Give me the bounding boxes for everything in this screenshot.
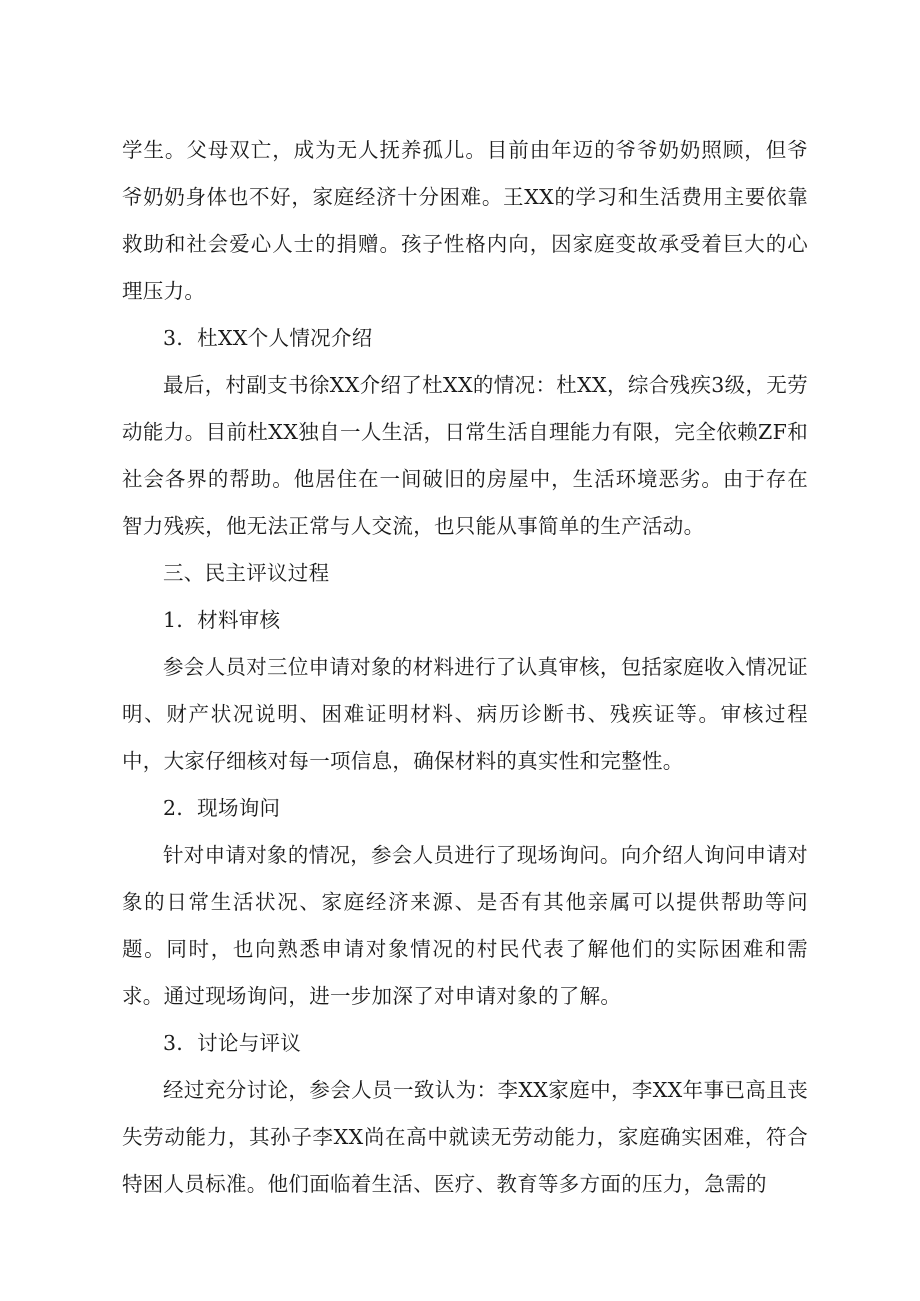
heading-democratic-review-process: 三、民主评议过程 [163, 561, 330, 585]
heading-discussion-and-review: 3．讨论与评议 [163, 1031, 302, 1055]
paragraph-material-review: 参会人员对三位申请对象的材料进行了认真审核，包括家庭收入情况证明、财产状况说明、困难证明材料、病历诊断书、残疾证等。审核过程中，大家仔细核对每一项信息，确保材料的真实性和完整性。 [122, 655, 808, 773]
heading-material-review: 1．材料审核 [163, 608, 281, 632]
document-body [122, 127, 808, 1208]
paragraph-du-situation: 最后，村副支书徐XX介绍了杜XX的情况：杜XX，综合残疾3级，无劳动能力。目前杜XX独自一人生活，日常生活自理能力有限，完全依赖ZF和社会各界的帮助。他居住在一间破旧的房屋中，生活环境恶劣。由于存在智力残疾，他无法正常与人交流，也只能从事简单的生产活动。 [122, 373, 808, 538]
paragraph-on-site-inquiry: 针对申请对象的情况，参会人员进行了现场询问。向介绍人询问申请对象的日常生活状况、家庭经济来源、是否有其他亲属可以提供帮助等问题。同时，也向熟悉申请对象情况的村民代表了解他们的实际困难和需求。通过现场询问，进一步加深了对申请对象的了解。 [122, 843, 808, 1008]
heading-du-personal-situation: 3．杜XX个人情况介绍 [163, 326, 373, 350]
paragraph-discussion-and-review: 经过充分讨论，参会人员一致认为：李XX家庭中，李XX年事已高且丧失劳动能力，其孙子李XX尚在高中就读无劳动能力，家庭确实困难，符合特困人员标准。他们面临着生活、医疗、教育等多方面的压力，急需的 [122, 1078, 808, 1196]
heading-on-site-inquiry: 2．现场询问 [163, 796, 281, 820]
paragraph-wang-situation-continued: 学生。父母双亡，成为无人抚养孤儿。目前由年迈的爷爷奶奶照顾，但爷爷奶奶身体也不好，家庭经济十分困难。王XX的学习和生活费用主要依靠救助和社会爱心人士的捐赠。孩子性格内向，因家庭变故承受着巨大的心理压力。 [122, 138, 808, 303]
